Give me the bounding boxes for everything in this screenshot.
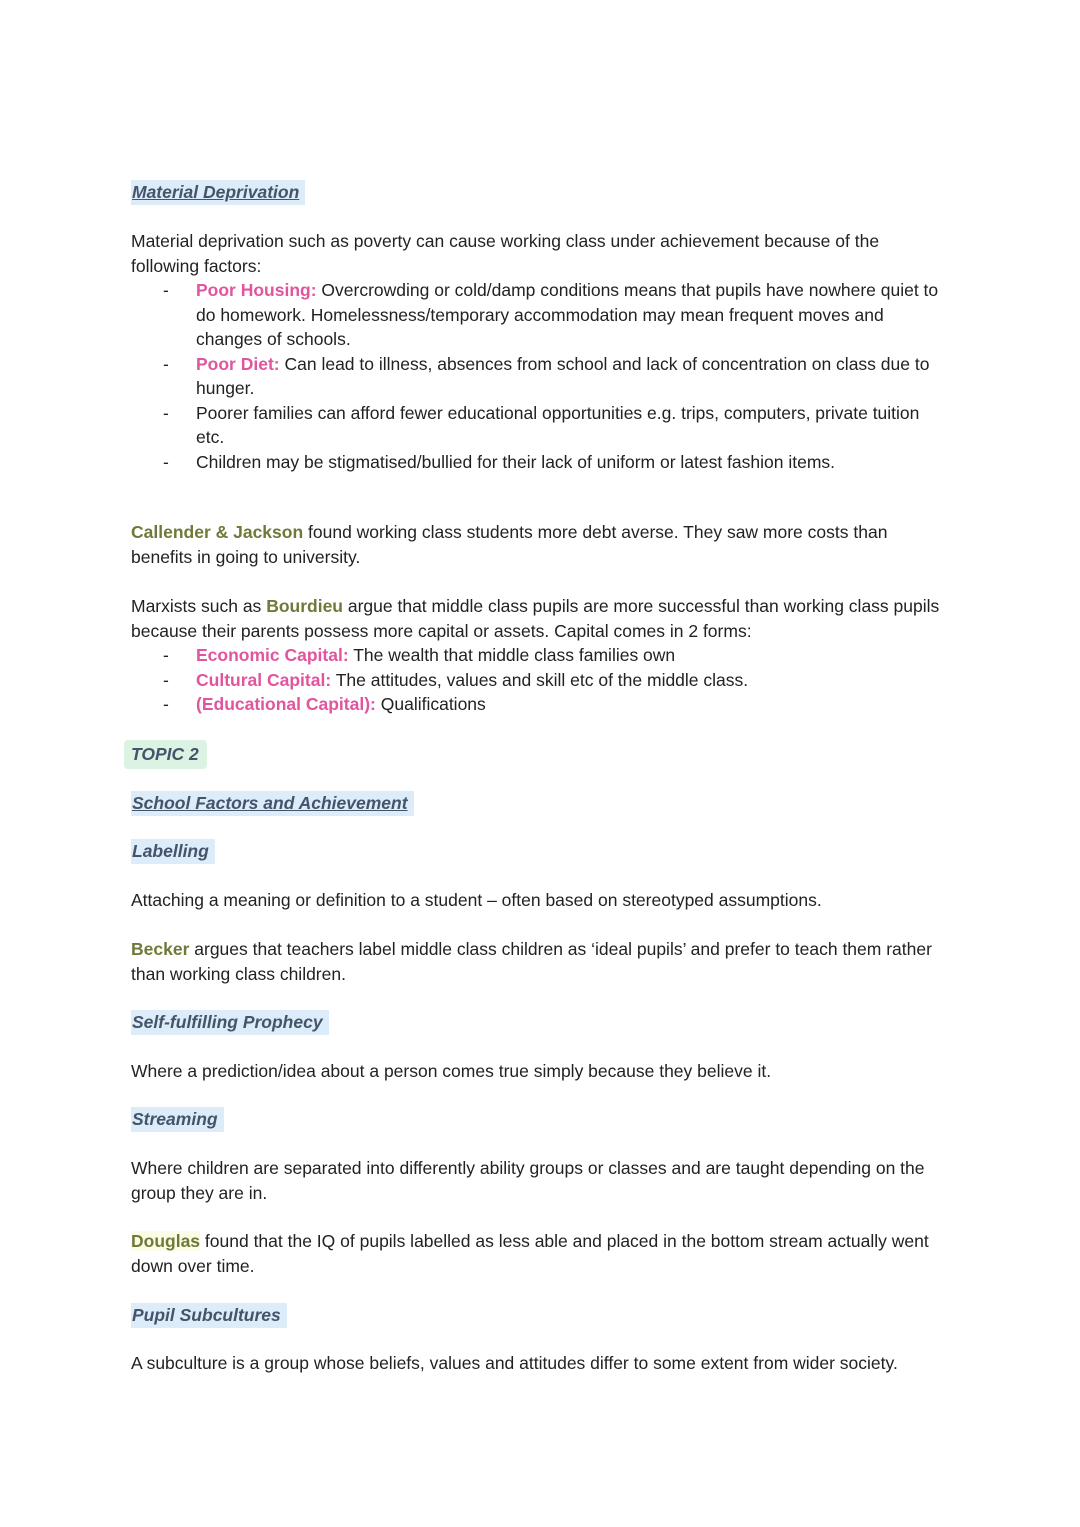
callender-jackson-name: Callender & Jackson <box>131 522 304 542</box>
school-factors-heading-row <box>131 791 951 816</box>
educational-opportunities-text: Poorer families can afford fewer educational opportunities e.g. trips, computers, private tuition etc. <box>196 402 920 447</box>
topic-heading-row <box>124 740 944 769</box>
streaming-heading: Streaming <box>131 1107 224 1132</box>
material-deprivation-intro: Material deprivation such as poverty can cause working class under achievement because of the following factors: <box>131 231 880 276</box>
sfp-definition: Where a prediction/idea about a person comes true simply because they believe it. <box>131 1061 772 1081</box>
poor-diet-text: Can lead to illness, absences from school and lack of concentration on class due to hunger. <box>196 353 930 398</box>
bourdieu-text: argue that middle class pupils are more successful than working class pupils because their parents possess more capital or assets. Capital comes in 2 forms: <box>131 596 940 641</box>
poor-housing-label: Poor Housing: <box>196 280 317 300</box>
douglas-text: found that the IQ of pupils labelled as less able and placed in the bottom stream actually went down over time. <box>131 1231 929 1276</box>
bourdieu-name: Bourdieu <box>266 596 343 616</box>
subcultures-definition: A subculture is a group whose beliefs, values and attitudes differ to some extent from wider society. <box>131 1353 898 1373</box>
material-deprivation-section <box>131 229 951 474</box>
list-item <box>131 450 951 475</box>
cultural-capital-label: Cultural Capital: <box>196 669 332 690</box>
labelling-definition: Attaching a meaning or definition to a student – often based on stereotyped assumptions. <box>131 890 822 910</box>
cultural-capital-text: The attitudes, values and skill etc of the middle class. <box>331 669 749 690</box>
becker-text: argues that teachers label middle class children as ‘ideal pupils’ and prefer to teach them rather than working class children. <box>131 939 932 984</box>
material-deprivation-heading: Material Deprivation <box>131 180 305 205</box>
school-factors-heading: School Factors and Achievement <box>131 791 414 816</box>
economic-capital-text: The wealth that middle class families own <box>348 645 676 665</box>
poor-diet-label: Poor Diet: <box>196 353 280 374</box>
labelling-heading: Labelling <box>131 839 215 864</box>
bourdieu-section <box>131 594 951 717</box>
becker-name: Becker <box>131 939 190 959</box>
capital-forms-list <box>131 643 951 717</box>
list-item <box>131 643 951 668</box>
labelling-heading-row <box>131 839 951 864</box>
poor-housing-text: Overcrowding or cold/damp conditions means that pupils have nowhere quiet to do homework. Homelessness/temporary accommodation may mean frequent moves and changes of schools. <box>196 280 939 349</box>
callender-jackson-paragraph <box>131 520 951 569</box>
material-factors-list <box>131 278 951 474</box>
stigmatised-text: Children may be stigmatised/bullied for their lack of uniform or latest fashion items. <box>196 451 836 472</box>
becker-paragraph <box>131 937 951 986</box>
list-item <box>131 352 951 401</box>
subcultures-heading: Pupil Subcultures <box>131 1303 287 1328</box>
sfp-heading-row <box>131 1010 951 1035</box>
educational-capital-label: (Educational Capital): <box>196 694 376 714</box>
bourdieu-pre: Marxists such as <box>131 596 267 616</box>
subcultures-heading-row <box>131 1303 951 1328</box>
sfp-heading: Self-fulfilling Prophecy <box>131 1010 329 1035</box>
douglas-paragraph <box>131 1229 951 1278</box>
economic-capital-label: Economic Capital: <box>196 645 349 665</box>
topic-heading: TOPIC 2 <box>124 740 207 769</box>
streaming-definition: Where children are separated into differently ability groups or classes and are taught depending on the group they are in. <box>131 1158 925 1203</box>
douglas-name: Douglas <box>131 1231 201 1251</box>
educational-capital-text: Qualifications <box>375 694 486 714</box>
callender-jackson-text: found working class students more debt averse. They saw more costs than benefits in going to university. <box>131 522 888 567</box>
list-item <box>131 692 951 717</box>
list-item <box>131 401 951 450</box>
list-item <box>131 278 951 352</box>
material-deprivation-heading-row <box>131 180 951 205</box>
bourdieu-paragraph <box>131 594 951 643</box>
list-item <box>131 668 951 693</box>
streaming-heading-row <box>131 1107 951 1132</box>
